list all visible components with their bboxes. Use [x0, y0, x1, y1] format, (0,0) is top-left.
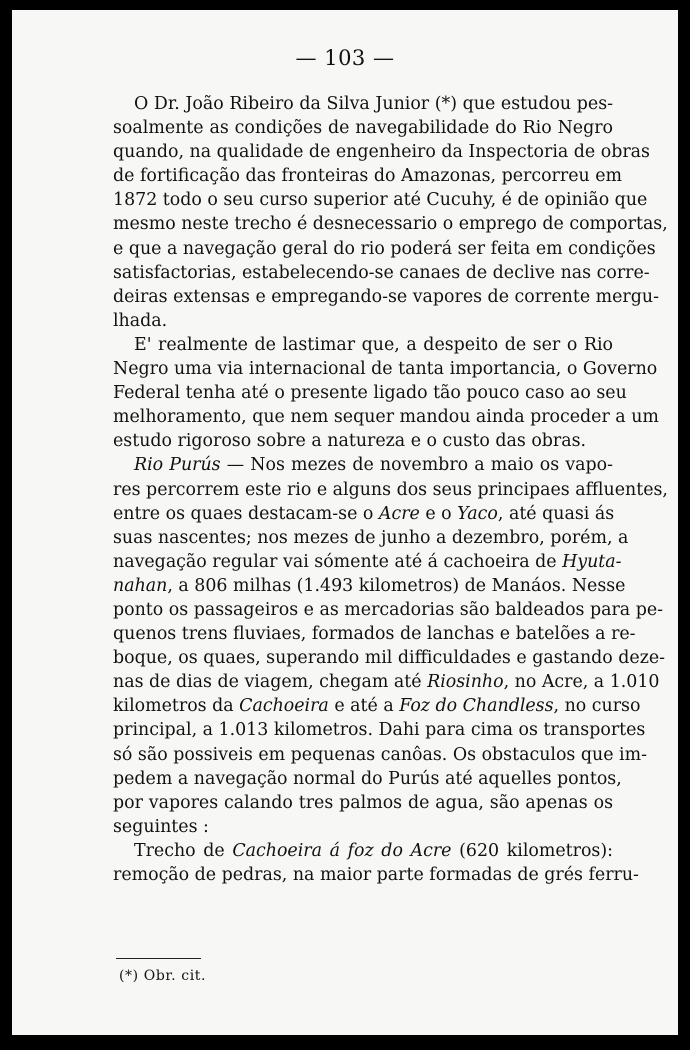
text-segment: (620 kilometros): — [451, 840, 613, 861]
text-segment: e o — [419, 503, 458, 524]
text-line: ponto os passageiros e as mercadorias são baldeados para pe- — [113, 599, 664, 620]
page-number-header: — 103 — — [295, 46, 395, 70]
paragraph-3 — [113, 453, 668, 839]
text-line: quando, na qualidade de engenheiro da Inspectoria de obras — [113, 142, 650, 163]
text-segment: kilometros da — [113, 696, 240, 717]
place-name-hyutanahan: Hyuta- — [562, 551, 622, 572]
text-line: Federal tenha até o presente ligado tão pouco caso ao seu — [113, 383, 627, 404]
text-line: quenos trens fluviaes, formados de lanchas e batelões a re- — [113, 624, 636, 645]
text-line: principal, a 1.013 kilometros. Dahi para cima os transportes — [113, 720, 646, 741]
text-line — [113, 839, 613, 863]
text-line: suas nascentes; nos mezes de junho a dezembro, porém, a — [113, 527, 629, 548]
place-name-foz-do-chandless: Foz do Chandless — [399, 696, 554, 717]
text-segment: — Nos mezes de novembro a maio os vapo- — [220, 455, 613, 476]
text-line: remoção de pedras, na maior parte formadas de grés ferru- — [113, 865, 639, 885]
text-line: soalmente as condições de navegabilidade do Rio Negro — [113, 118, 613, 139]
text-segment: entre os quaes destacam-se o — [113, 503, 379, 524]
text-segment: , a 806 milhas (1.493 kilometros) de Manáos. Nesse — [167, 575, 626, 596]
place-name-acre: Acre — [378, 503, 420, 524]
text-segment: , no curso — [553, 696, 641, 717]
text-line — [113, 502, 613, 526]
text-line: Negro uma via internacional de tanta importancia, o Governo — [113, 359, 658, 380]
text-line: só são possiveis em pequenas canôas. Os obstaculos que im- — [113, 744, 647, 765]
text-line: de fortificação das fronteiras do Amazonas, percorreu em — [113, 166, 622, 187]
text-line — [113, 670, 660, 694]
paragraph-2 — [113, 333, 659, 453]
place-name-hyutanahan-cont: nahan — [113, 575, 168, 596]
text-segment: Trecho de — [134, 840, 233, 861]
text-line: mesmo neste trecho é desnecessario o emprego de comportas, — [113, 214, 668, 235]
text-line — [113, 453, 613, 477]
text-segment: e até a — [328, 696, 400, 717]
text-line: pedem a navegação normal do Purús até aquelles pontos, — [113, 768, 622, 789]
text-line: boque, os quaes, superando mil difficuldades e gastando deze- — [113, 648, 666, 669]
footnote-divider — [116, 958, 201, 959]
place-name-cachoeira: Cachoeira — [239, 696, 329, 717]
text-line: seguintes : — [113, 816, 209, 837]
text-line: E' realmente de lastimar que, a despeito de ser o Rio — [134, 334, 613, 355]
text-line: lhada. — [113, 310, 168, 331]
document-page — [12, 10, 678, 1035]
text-line — [113, 694, 641, 718]
text-line: por vapores calando tres palmos de agua, são apenas os — [113, 792, 613, 813]
text-line — [113, 574, 626, 598]
text-line — [113, 550, 622, 574]
text-line: deiras extensas e empregando-se vapores de corrente mergu- — [113, 286, 659, 307]
place-name-yaco: Yaco — [457, 503, 498, 524]
section-title-rio-purus: Rio Purús — [134, 455, 221, 476]
text-line: satisfactorias, estabelecendo-se canaes de declive nas corre- — [113, 262, 650, 283]
text-line: e que a navegação geral do rio poderá ser feita em condições — [113, 238, 656, 259]
text-segment: navegação regular vai sómente até á cachoeira de — [113, 551, 563, 572]
paragraph-4 — [113, 839, 639, 887]
place-name-cachoeira-foz-acre: Cachoeira á foz do Acre — [232, 840, 452, 861]
text-line: melhoramento, que nem sequer mandou ainda proceder a um — [113, 407, 659, 428]
text-line: estudo rigoroso sobre a natureza e o custo das obras. — [113, 431, 587, 452]
text-segment: , até quasi ás — [497, 503, 615, 524]
footnote: (*) Obr. cit. — [119, 968, 207, 984]
text-segment: nas de dias de viagem, chegam até — [113, 672, 428, 693]
text-segment: , no Acre, a 1.010 — [503, 672, 660, 693]
text-line: 1872 todo o seu curso superior até Cucuhy, é de opinião que — [113, 190, 648, 211]
paragraph-1 — [113, 92, 668, 333]
place-name-riosinho: Riosinho — [427, 672, 504, 693]
text-line: res percorrem este rio e alguns dos seus principaes affluentes, — [113, 479, 668, 500]
body-text — [113, 92, 668, 887]
text-line: O Dr. João Ribeiro da Silva Junior (*) que estudou pes- — [134, 94, 613, 114]
